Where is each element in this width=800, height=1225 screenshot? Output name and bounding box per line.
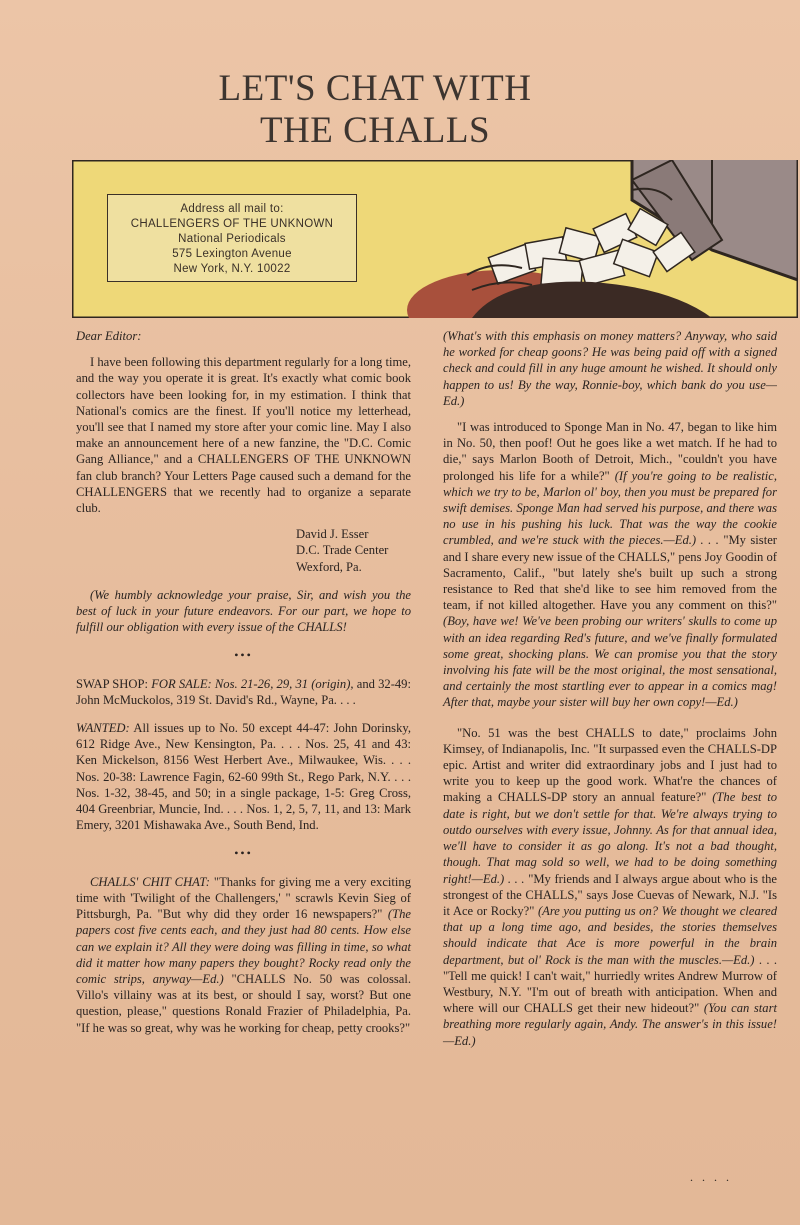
reply-6: (Are you putting us on? We thought we cleared that up a long time ago, and besides, the stories themselves should indicate that Ace is more powerful in the brain department, but ol' Rock is the man with the muscles.—Ed.)	[443, 903, 777, 967]
for-sale-text: and 32-49: John McMuckolos, 319 St. David's Rd., Wayne, Pa. . . .	[76, 676, 411, 707]
letter-salutation: Dear Editor:	[76, 329, 142, 343]
address-line-4: 575 Lexington Avenue	[172, 248, 292, 260]
reply-3: (If you're going to be realistic, which we try to be, Marlon ol' boy, then you must be prepared for swift demises. Sponge Man had served his purpose, and there was no use in his pushing his luck. That was the way the cookie crumbled, and we're stuck with the pieces.—Ed.) . . .	[443, 468, 777, 548]
signature-org: D.C. Trade Center	[296, 543, 389, 558]
letter-5: "No. 51 was the best CHALLS to date," proclaims John Kimsey, of Indianapolis, Inc. "It surpassed even the CHALLS-DP epic. Artist and writer did extraordinary jobs and I just had to write you to keep up the good work. What're the chances of making a CHALLS-DP story an annual feature?"	[443, 725, 777, 805]
swap-shop-wanted	[76, 720, 411, 833]
section-separator-2: •••	[234, 846, 253, 861]
right-column	[443, 328, 777, 1049]
address-line-5: New York, N.Y. 10022	[173, 263, 291, 275]
title-line-1: LET'S CHAT WITH	[218, 68, 532, 109]
editor-reply: (We humbly acknowledge your praise, Sir, and wish you the best of luck in your future endeavors. For our part, we hope to fulfill our obligation with every issue of the CHALLS!	[76, 587, 411, 635]
letter-body: I have been following this department regularly for a long time, and the way you operate it is great. It's exactly what comic book collectors have been looking for, in my estimation. I think that National's comics are the finest. If you'll notice my letterhead, you'll see that I named my store after your comic line. May I also make an announcement here of a new fanzine, the "D.C. Comic Gang Alliance," and a CHALLENGERS OF THE UNKNOWN fan club branch? Your Letters Page caused such a demand for the CHALLENGERS that we recently had to organize a separate club.	[76, 355, 411, 516]
letter-3: "I was introduced to Sponge Man in No. 47, began to like him in No. 50, then poof! Out he goes like a wet match. If he had to die," says Marlon Booth of Detroit, Mich., "couldn't you have prolonged his life for a while?"	[443, 420, 777, 483]
letter-7: . . . "Tell me quick! I can't wait," hurriedly writes Andrew Murrow of Westbury, N.Y. "I'm out of breath with anticipation. When and where will our CHALLS get their new hideout?"	[443, 952, 777, 1016]
signature-name: David J. Esser	[296, 527, 369, 542]
letter-signature	[296, 526, 411, 575]
letter-4: "My sister and I share every new issue of the CHALLS," pens Joy Goodin of Sacramento, Calif., "but lately she's built up such a strong resistance to Red that she'd like to see him removed from the team, if not killed altogether. Have you any comment on this?"	[443, 533, 777, 613]
footer-dots: . . . .	[690, 1170, 732, 1184]
address-line-2: CHALLENGERS OF THE UNKNOWN	[130, 218, 334, 230]
chitchat-1	[76, 874, 411, 1036]
letter-6: "My friends and I always argue about who is the strongest of the CHALLS," says Jose Cuevas of Newark, N.J. "Is it Ace or Rocky?"	[443, 871, 778, 918]
title-line-2: THE CHALLS	[259, 110, 491, 151]
chitchat-label: CHALLS' CHIT CHAT:	[90, 874, 210, 889]
signature-place: Wexford, Pa.	[296, 559, 362, 574]
chitchat-letter-1: "Thanks for giving me a very exciting time with 'Twilight of the Challengers,' " scrawls Kevin Sieg of Pittsburgh, Pa. "But why did they order 16 newspapers?"	[76, 874, 411, 922]
address-line-1: Address all mail to:	[180, 203, 284, 215]
for-sale-label: FOR SALE: Nos. 21-26, 29, 31 (origin),	[151, 676, 354, 691]
sponge-man-letter	[443, 419, 777, 711]
kimsey-letter	[443, 725, 777, 1049]
chitchat-reply-2: (What's with this emphasis on money matters? Anyway, who said he worked for cheap goons? He was being paid off with a signed check and could fill in any huge amount he wished. It should only happen to us! By the way, Ronnie-boy, which bank do you use—Ed.)	[443, 329, 777, 408]
wanted-text: All issues up to No. 50 except 44-47: John Dorinsky, 612 Ridge Ave., New Kensington, Pa. . . . Nos. 25, 41 and 43: Ken Mickelson, 8156 West Herbert Ave., Milwaukee, Wis. . . . Nos. 20-38: Lawrence Fagin, 62-60 99th St., Rego Park, N.Y. . . . Nos. 1-32, 38-45, and 50; in a single package, 1-5: Greg Cross, 404 Greenbriar, Muncie, Ind. . . . Nos. 1, 2, 5, 7, 11, and 13: Mark Emery, 3201 Mishawaka Ave., South Bend, Ind.	[76, 721, 411, 833]
chitchat-letter-2: "CHALLS No. 50 was colossal. Villo's villainy was at its best, or should I say, worst? But one question, please," questions Ronald Frazier of Philadelphia, Pa. "If he was so great, why was he working for cheap, petty crooks?"	[76, 971, 412, 1035]
reply-5: (The best to date is right, but we don't settle for that. We're always trying to outdo ourselves with every issue, Johnny. As for that annual idea, we'll have to consider it as go along. It's not a bad thought, though. That mag sold so well, we had to be doing something right!—Ed.) . . .	[443, 790, 778, 886]
left-column	[76, 328, 411, 1036]
mailing-address-box	[107, 194, 357, 282]
section-separator: •••	[234, 648, 253, 663]
swap-shop-sale	[76, 676, 411, 708]
address-line-3: National Periodicals	[178, 233, 286, 245]
reply-7: (You can start breathing more regularly again, Andy. The answer's in this issue!—Ed.)	[443, 1001, 777, 1048]
page-title	[70, 68, 680, 152]
chitchat-reply-1: (The papers cost five cents each, and they just had 80 cents. How else can we explain it? All they were doing was filling in time, so what did it matter how many papers they bought? Rocky read only the comic strips, anyway—Ed.)	[76, 907, 411, 986]
swap-shop-label: SWAP SHOP:	[76, 676, 148, 691]
reply-4: (Boy, have we! We've been probing our writers' skulls to come up with an idea regarding Red's future, and we've finally formulated some great, shocking plans. We can promise you that the story involving his fate will be the most original, the most sensational, and certainly the most startling ever to appear in a comics mag! After that, maybe your sister will buy her own copy!—Ed.)	[443, 614, 777, 710]
wanted-label: WANTED:	[76, 721, 130, 736]
